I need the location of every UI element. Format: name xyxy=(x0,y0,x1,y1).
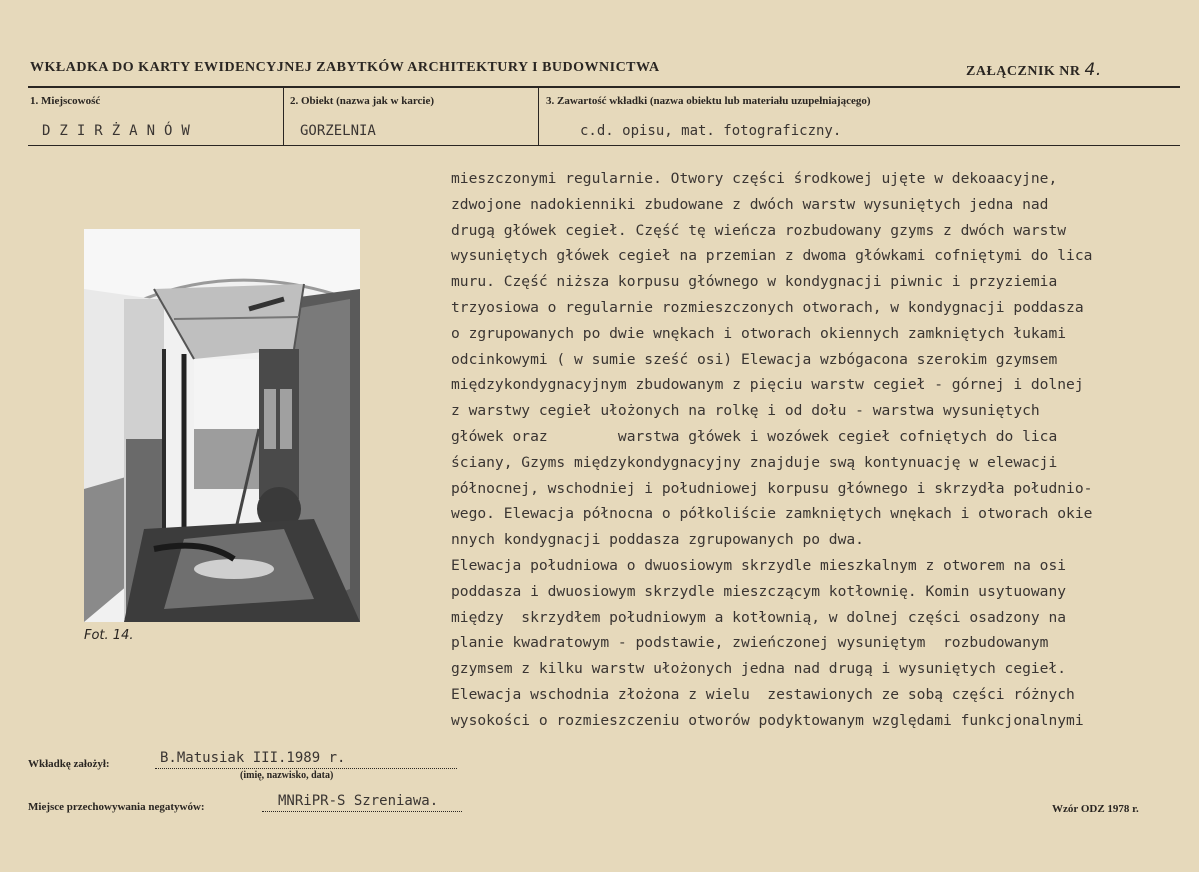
locality-label: 1. Miejscowość xyxy=(30,95,101,107)
storage-underline xyxy=(262,811,462,812)
description-line: Elewacja południowa o dwuosiowym skrzydle mieszkalnym z otworem na osi xyxy=(451,556,1067,574)
locality-value: DZIRŻANÓW xyxy=(42,123,199,139)
description-line: mieszczonymi regularnie. Otwory części środkowej ujęte w dekoaacyjne, xyxy=(451,170,1058,187)
annex-number: 4. xyxy=(1084,60,1102,80)
content-label: 3. Zawartość wkładki (nazwa obiektu lub materiału uzupełniającego) xyxy=(546,95,871,107)
description-line: główek oraz warstwa główek i wozówek cegieł cofniętych do lica xyxy=(451,427,1058,445)
header-rule xyxy=(28,86,1180,88)
description-line: Elewacja wschodnia złożona z wielu zestawionych ze sobą części różnych xyxy=(451,685,1075,703)
corridor-photo-image xyxy=(84,229,360,622)
author-label: Wkładkę założył: xyxy=(28,758,110,770)
description-line: planie kwadratowym - podstawie, zwieńczonej wysuniętym rozbudowanym xyxy=(451,634,1049,652)
description-line: z warstwy cegieł ułożonych na rolkę i od dołu - warstwa wysuniętych xyxy=(451,402,1040,420)
description-line: ściany, Gzyms międzykondygnacyjny znajduje swą kontynuację w elewacji xyxy=(451,453,1058,471)
storage-label: Miejsce przechowywania negatywów: xyxy=(28,801,205,813)
object-label: 2. Obiekt (nazwa jak w karcie) xyxy=(290,95,435,107)
object-value: GORZELNIA xyxy=(300,123,376,139)
description-text xyxy=(451,166,1186,734)
description-line: o zgrupowanych po dwie wnękach i otworach okiennych zamkniętych łukami xyxy=(451,324,1067,342)
description-line: odcinkowymi ( w sumie sześć osi) Elewacja wzbógacona szerokim gzymsem xyxy=(451,350,1058,368)
description-line: północnej, wschodniej i południowej korpusu głównego i skrzydła południo- xyxy=(451,479,1093,497)
field-divider-1 xyxy=(283,88,284,145)
photo-caption: Fot. 14. xyxy=(84,628,134,643)
description-line: trzyosiowa o regularnie rozmieszczonych otworach, w kondygnacji poddasza xyxy=(451,298,1084,316)
description-line: poddasza i dwuosiowym skrzydle mieszczącym kotłownię. Komin usytuowany xyxy=(451,582,1067,600)
description-line: wego. Elewacja północna o półkoliście zamkniętych wnękach i otworach okie xyxy=(451,505,1093,523)
author-value: B.Matusiak III.1989 r. xyxy=(160,750,346,766)
annex-label xyxy=(966,60,1102,80)
description-line: wysuniętych główek cegieł na przemian z dwoma główkami cofniętymi do lica xyxy=(451,247,1093,265)
description-line: zdwojone nadokienniki zbudowane z dwóch warstw wysuniętych jedna nad xyxy=(451,195,1049,213)
photograph xyxy=(84,229,360,622)
description-line: między skrzydłem południowym a kotłownią, w dolnej części osadzony na xyxy=(451,608,1067,626)
author-underline xyxy=(155,768,457,769)
description-line: międzykondygnacyjnym zbudowanym z pięciu warstw cegieł - górnej i dolnej xyxy=(451,376,1084,394)
description-line: nnych kondygnacji poddasza zgrupowanych po dwa. xyxy=(451,531,864,549)
description-line: drugą główek cegieł. Część tę wieńcza rozbudowany gzyms z dwóch warstw xyxy=(451,221,1067,239)
description-line: muru. Część niższa korpusu głównego w kondygnacji piwnic i przyziemia xyxy=(451,273,1058,291)
storage-value: MNRiPR-S Szreniawa. xyxy=(278,793,439,809)
description-line: wysokości o rozmieszczeniu otworów podyktowanym względami funkcjonalnymi xyxy=(451,711,1084,729)
annex-label-text: ZAŁĄCZNIK NR xyxy=(966,64,1081,79)
content-value: c.d. opisu, mat. fotograficzny. xyxy=(580,123,842,139)
description-line: gzymsem z kilku warstw ułożonych jedna nad drugą i wysuniętych cegieł. xyxy=(451,660,1067,678)
form-title: WKŁADKA DO KARTY EWIDENCYJNEJ ZABYTKÓW ARCHITEKTURY I BUDOWNICTWA xyxy=(30,60,660,75)
author-note: (imię, nazwisko, data) xyxy=(240,770,334,781)
fields-rule xyxy=(28,145,1180,146)
field-divider-2 xyxy=(538,88,539,145)
form-version: Wzór ODZ 1978 r. xyxy=(1052,803,1139,815)
